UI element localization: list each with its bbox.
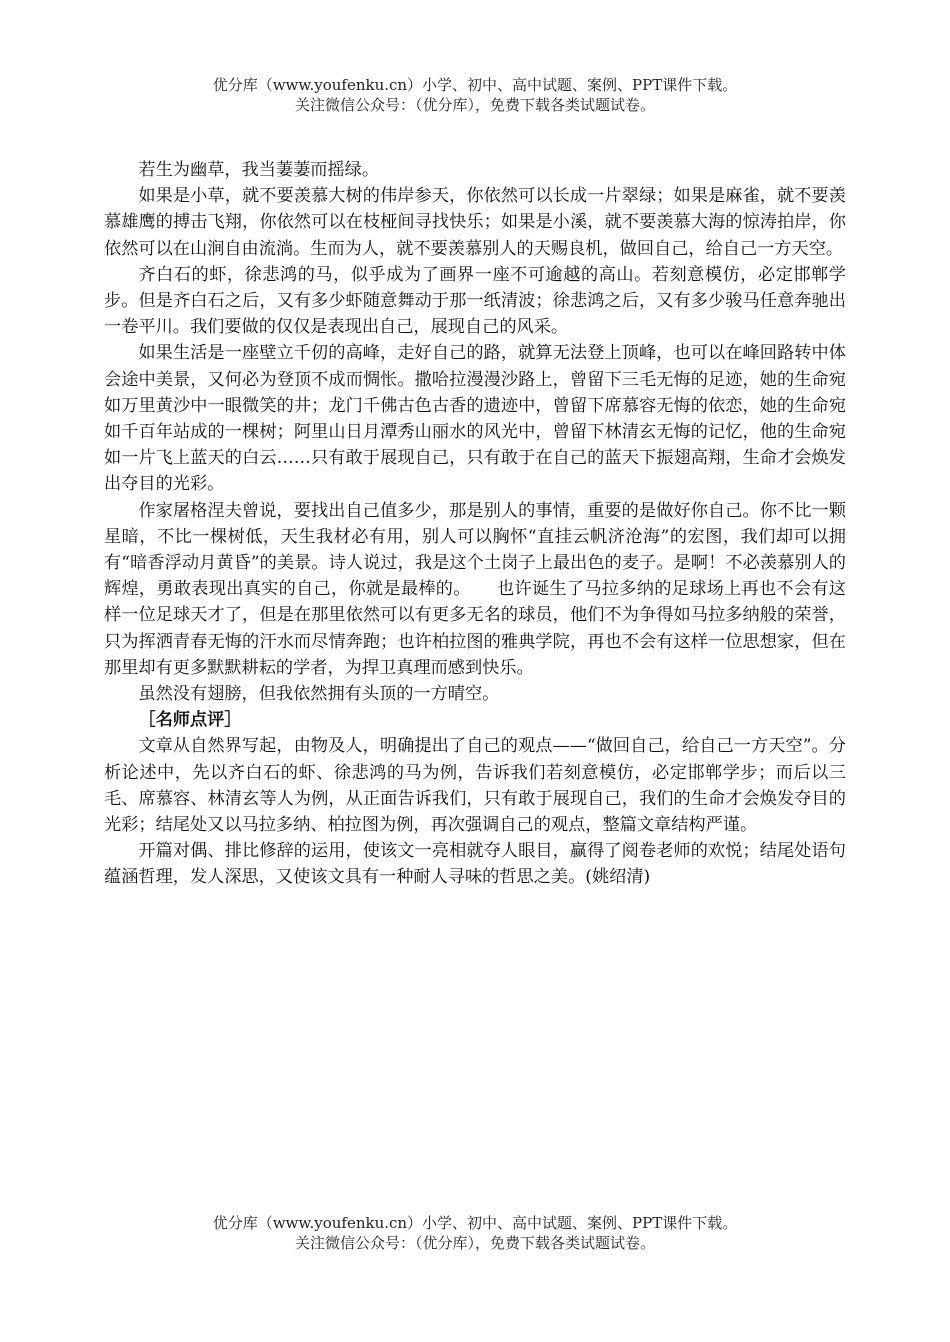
essay-paragraph-4: 如果生活是一座壁立千仞的高峰，走好自己的路，就算无法登上顶峰，也可以在峰回路转中体会途中美景，又何必为登顶不成而惆怅。撒哈拉漫漫沙路上，曾留下三毛无悔的足迹，她的生命宛如万里黄沙中一眼微笑的井；龙门千佛古色古香的遗迹中，曾留下席慕容无悔的依恋，她的生命宛如千百年站成的一棵树；阿里山日月潭秀山丽水的风光中，曾留下林清玄无悔的记忆，他的生命宛如一片飞上蓝天的白云……只有敢于展现自己，只有敢于在自己的蓝天下振翅高翔，生命才会焕发出夺目的光彩。 xyxy=(104,343,846,495)
footer-line-1: 优分库（www.youfenku.cn）小学、初中、高中试题、案例、PPT课件下载。 xyxy=(212,1214,738,1232)
page-footer xyxy=(0,1213,950,1253)
header-line-1: 优分库（www.youfenku.cn）小学、初中、高中试题、案例、PPT课件下载。 xyxy=(212,76,738,94)
comment-paragraph-2: 开篇对偶、排比修辞的运用，使该文一亮相就夺人眼目，赢得了阅卷老师的欢悦；结尾处语句蕴涵哲理，发人深思，又使该文具有一种耐人寻味的哲思之美。(姚绍清) xyxy=(104,841,846,888)
page-header xyxy=(0,75,950,115)
essay-paragraph-1: 若生为幽草，我当萋萋而摇绿。 xyxy=(138,160,380,180)
essay-paragraph-2: 如果是小草，就不要羡慕大树的伟岸参天，你依然可以长成一片翠绿；如果是麻雀，就不要羡慕雄鹰的搏击飞翔，你依然可以在枝桠间寻找快乐；如果是小溪，就不要羡慕大海的惊涛拍岸，你依然可以在山涧自由流淌。生而为人，就不要羡慕别人的天赐良机，做回自己，给自己一方天空。 xyxy=(104,186,846,259)
essay-paragraph-5: 作家屠格涅夫曾说，要找出自己值多少，那是别人的事情，重要的是做好你自己。你不比一颗星暗，不比一棵树低，天生我材必有用，别人可以胸怀“直挂云帆济沧海”的宏图，我们却可以拥有“暗香浮动月黄昏”的美景。诗人说过，我是这个土岗子上最出色的麦子。是啊！不必羡慕别人的辉煌，勇敢表现出真实的自己，你就是最棒的。 也许诞生了马拉多纳的足球场上再也不会有这样一位足球天才了，但是在那里依然可以有更多无名的球员，他们不为争得如马拉多纳般的荣誉，只为挥洒青春无悔的汗水而尽情奔跑；也许柏拉图的雅典学院，再也不会有这样一位思想家，但在那里却有更多默默耕耘的学者，为捍卫真理而感到快乐。 xyxy=(104,500,846,678)
essay-body xyxy=(104,157,846,891)
essay-paragraph-6: 虽然没有翅膀，但我依然拥有头顶的一方晴空。 xyxy=(138,684,500,705)
comment-paragraph-1: 文章从自然界写起，由物及人，明确提出了自己的观点——“做回自己，给自己一方天空”。分析论述中，先以齐白石的虾、徐悲鸿的马为例，告诉我们若刻意模仿，必定邯郸学步；而后以三毛、席慕容、林清玄等人为例，从正面告诉我们，只有敢于展现自己，我们的生命才会焕发夺目的光彩；结尾处又以马拉多纳、柏拉图为例，再次强调自己的观点，整篇文章结构严谨。 xyxy=(104,736,846,836)
header-line-2: 关注微信公众号：（优分库），免费下载各类试题试卷。 xyxy=(294,96,655,114)
comment-heading: ［名师点评］ xyxy=(138,710,242,731)
footer-line-2: 关注微信公众号：（优分库），免费下载各类试题试卷。 xyxy=(294,1234,655,1252)
essay-paragraph-3: 齐白石的虾，徐悲鸿的马，似乎成为了画界一座不可逾越的高山。若刻意模仿，必定邯郸学步。但是齐白石之后，又有多少虾随意舞动于那一纸清波；徐悲鸿之后，又有多少骏马任意奔驰出一卷平川。我们要做的仅仅是表现出自己，展现自己的风采。 xyxy=(104,264,846,338)
